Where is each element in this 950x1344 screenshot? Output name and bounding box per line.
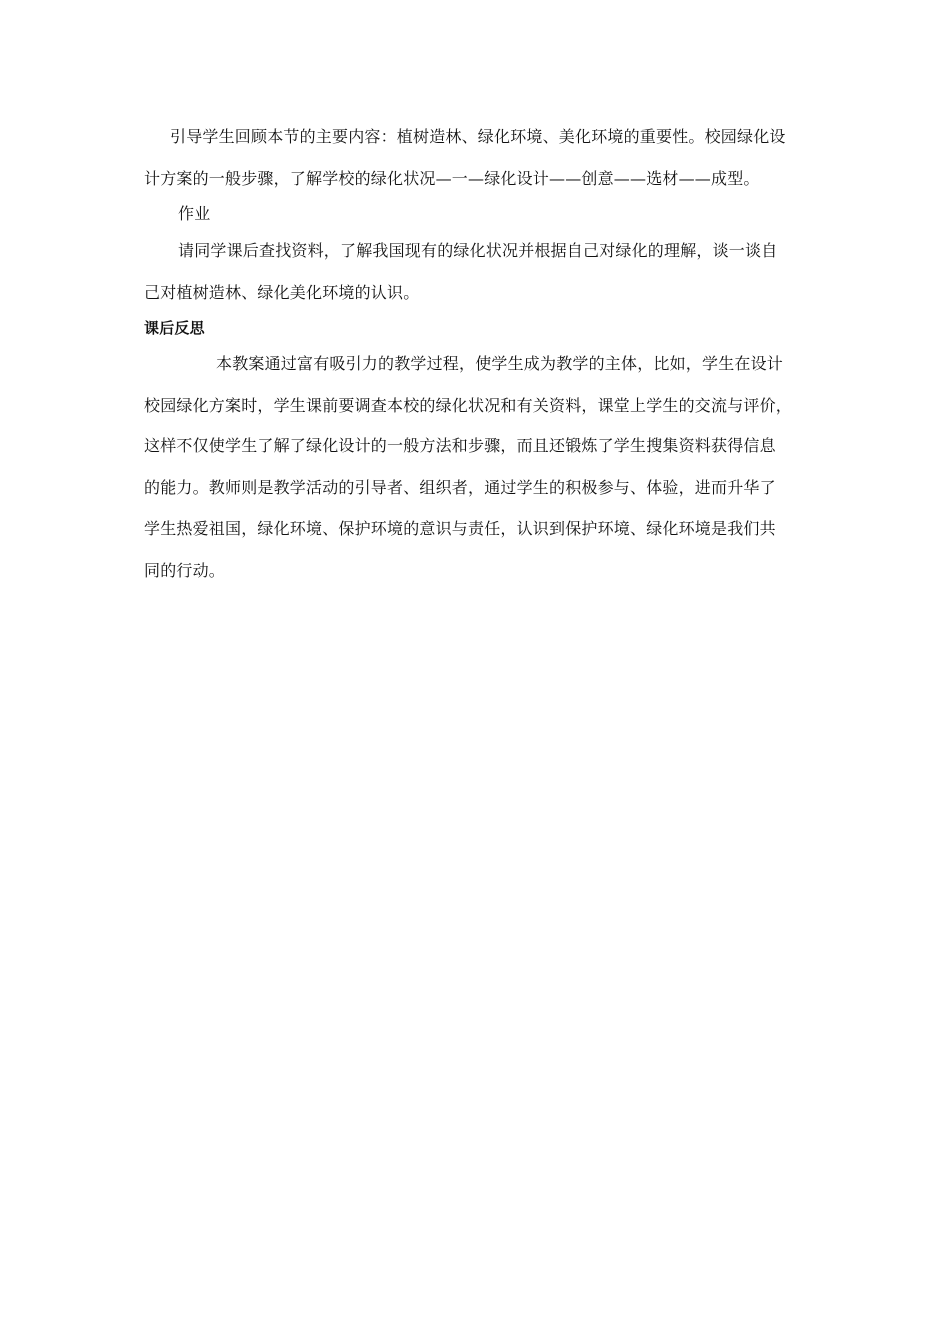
summary-line-2: 计方案的一般步骤，了解学校的绿化状况—一—绿化设计——创意——选材——成型。: [144, 169, 760, 188]
reflection-line-2: 校园绿化方案时，学生课前要调查本校的绿化状况和有关资料，课堂上学生的交流与评价，: [144, 396, 793, 415]
reflection-line-4: 的能力。教师则是教学活动的引导者、组织者，通过学生的积极参与、体验，进而升华了: [144, 478, 776, 497]
reflection-heading: 课后反思: [144, 319, 205, 337]
homework-title: 作业: [178, 204, 211, 223]
reflection-line-3: 这样不仅使学生了解了绿化设计的一般方法和步骤，而且还锻炼了学生搜集资料获得信息: [144, 436, 776, 455]
summary-line-1: 引导学生回顾本节的主要内容：植树造林、绿化环境、美化环境的重要性。校园绿化设: [170, 127, 786, 146]
reflection-line-6: 同的行动。: [144, 561, 226, 580]
homework-line-2: 己对植树造林、绿化美化环境的认识。: [144, 283, 420, 302]
reflection-line-1: 本教案通过富有吸引力的教学过程，使学生成为教学的主体，比如，学生在设计: [216, 354, 784, 373]
reflection-line-5: 学生热爱祖国，绿化环境、保护环境的意识与责任，认识到保护环境、绿化环境是我们共: [144, 519, 776, 538]
homework-line-1: 请同学课后查找资料，了解我国现有的绿化状况并根据自己对绿化的理解，谈一谈自: [178, 241, 778, 260]
